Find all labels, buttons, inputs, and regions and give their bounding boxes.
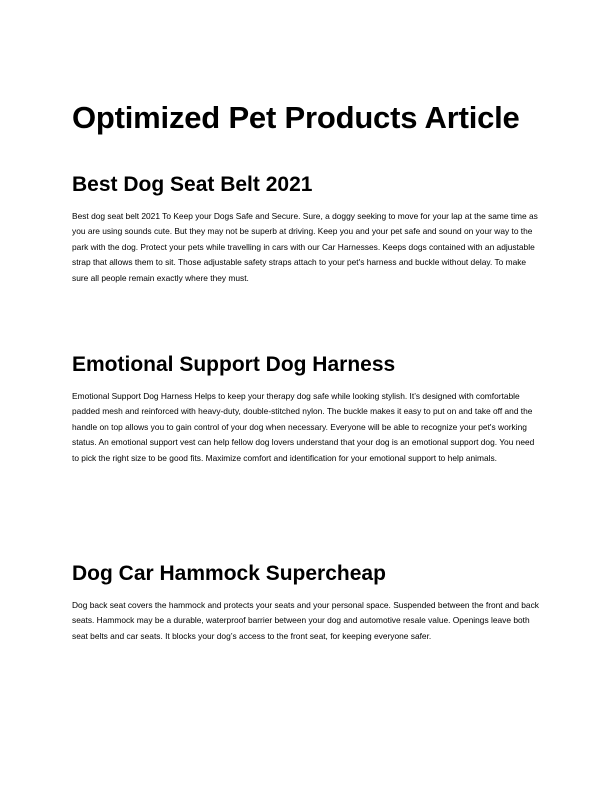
section-dog-car-hammock	[72, 560, 540, 644]
section-heading: Dog Car Hammock Supercheap	[72, 562, 386, 585]
section-heading: Best Dog Seat Belt 2021	[72, 173, 313, 196]
section-body: Dog back seat covers the hammock and protects your seats and your personal space. Suspended between the front and back seats. Hammock may be a durable, waterproof barrier between your dog and automotive resale value. Openings leave both seat belts and car seats. It blocks your dog’s access to the front seat, for keeping everyone safer.	[72, 600, 539, 641]
section-best-dog-seat-belt	[72, 171, 540, 286]
page-title: Optimized Pet Products Article	[72, 100, 520, 135]
section-heading: Emotional Support Dog Harness	[72, 353, 396, 376]
section-body: Best dog seat belt 2021 To Keep your Dogs Safe and Secure. Sure, a doggy seeking to move for your lap at the same time as you are using sounds cute. But they may not be superb at driving. Keep you and your pet safe and sound on your way to the park with the dog. Protect your pets while travelling in cars with our Car Harnesses. Keeps dogs contained with an adjustable strap that allows them to sit. Those adjustable safety straps attach to your pet's harness and buckle without delay. To make sure all people remain exactly where they must.	[72, 211, 538, 283]
section-emotional-support-dog-harness	[72, 351, 540, 466]
section-body: Emotional Support Dog Harness Helps to keep your therapy dog safe while looking stylish. It’s designed with comfortable padded mesh and reinforced with heavy-duty, double-stitched nylon. The buckle makes it easy to put on and take off and the handle on top allows you to gain control of your dog when necessary. Everyone will be able to recognize your pet's working status. An emotional support vest can help fellow dog lovers understand that your dog is an emotional support dog. You need to pick the right size to be good fits. Maximize comfort and identification for your emotional support to help animals.	[72, 391, 535, 463]
